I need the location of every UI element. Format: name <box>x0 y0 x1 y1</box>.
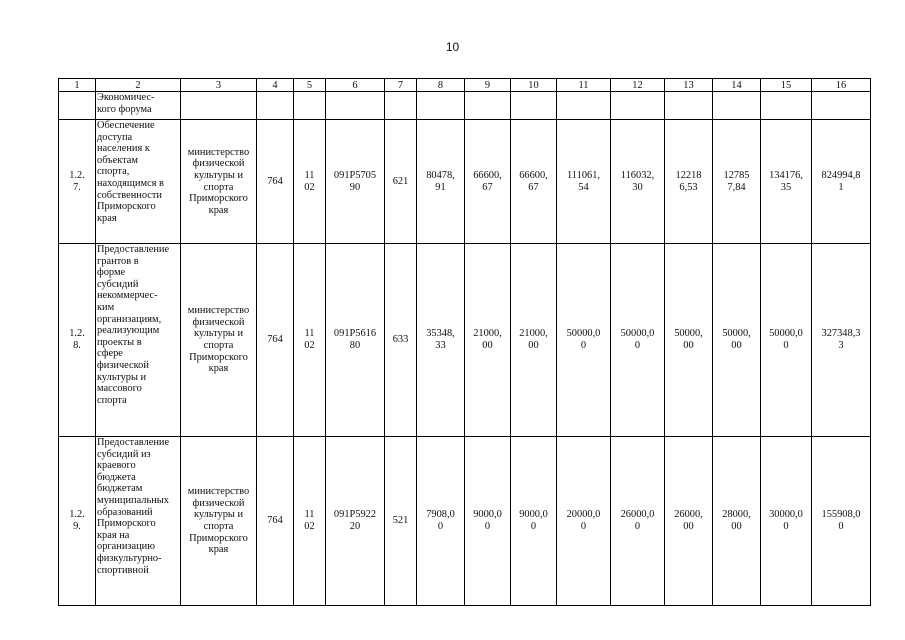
column-header: 15 <box>761 79 812 92</box>
table-row <box>59 92 871 120</box>
expense-type-cell <box>385 120 417 244</box>
cell-text-line: доступа <box>97 131 133 143</box>
amount-cell <box>465 437 511 606</box>
cell-text-line: края <box>208 363 229 375</box>
cell-text-line: 0 <box>580 521 587 532</box>
cell-text-line: Приморского <box>189 532 248 544</box>
cell-text-line: 26000, <box>674 509 703 521</box>
cell-text-line: 02 <box>304 521 315 532</box>
cell-text-line: культуры и <box>193 169 244 181</box>
cell-text-line: 35348, <box>426 328 455 340</box>
cell-text-line: грантов в <box>97 255 139 267</box>
cell-text-line: министерство <box>187 305 250 317</box>
cell-text-line: 0 <box>634 340 641 351</box>
cell-text-line: 80 <box>349 340 361 351</box>
description-cell <box>96 244 181 437</box>
cell-text-line: 8. <box>73 340 81 351</box>
section-code-cell <box>294 244 326 437</box>
cell-text-line: 091Р5705 <box>333 169 377 181</box>
cell-text-line: 50000,0 <box>769 328 803 340</box>
amount-cell <box>465 120 511 244</box>
item-number-cell <box>59 244 96 437</box>
cell-text-line: организациям, <box>97 313 162 325</box>
table-body <box>59 92 871 606</box>
cell-text-line: 02 <box>304 181 315 193</box>
cell-text-line: 67 <box>482 181 493 193</box>
cell-text-line: 7. <box>73 181 81 193</box>
expense-type-cell <box>385 437 417 606</box>
cell-text-line: форме <box>97 267 126 279</box>
cell-text-line: 80478, <box>426 169 455 181</box>
responsible-cell <box>181 244 257 437</box>
grbs-code-cell <box>257 437 294 606</box>
cell-text-line: 764 <box>267 175 283 187</box>
cell-text-line: 764 <box>267 515 283 527</box>
cell-text-line: спорта <box>203 181 234 193</box>
cell-text-line: министерство <box>187 486 250 498</box>
total-cell <box>812 244 871 437</box>
cell-text-line: организацию <box>97 541 155 553</box>
amount-cell <box>713 120 761 244</box>
description-cell <box>96 92 181 120</box>
cell-text-line: 11 <box>304 509 315 521</box>
column-header: 4 <box>257 79 294 92</box>
section-code-cell <box>294 92 326 120</box>
cell-text-line: края <box>97 212 117 224</box>
amount-cell <box>417 120 465 244</box>
cell-text-line: 1.2. <box>69 328 85 340</box>
cell-text-line: 0 <box>783 340 789 351</box>
cell-text-line: находящимся в <box>97 177 164 189</box>
cell-text-line: министерство <box>187 146 250 158</box>
cell-text-line: 11 <box>304 169 315 181</box>
cell-text-line: спорта <box>97 394 127 406</box>
amount-cell <box>557 92 611 120</box>
cell-text-line: Обеспечение <box>97 120 155 131</box>
cell-text-line: 116032, <box>620 169 655 181</box>
target-article-cell <box>326 120 385 244</box>
cell-text-line: образований <box>97 506 153 518</box>
cell-text-line: 00 <box>731 521 742 532</box>
cell-text-line: 111061, <box>567 169 600 181</box>
cell-text-line: края <box>208 544 229 556</box>
item-number-cell <box>59 92 96 120</box>
cell-text-line: 1.2. <box>69 509 85 521</box>
cell-text-line: физкультурно- <box>97 552 162 564</box>
cell-text-line: культуры и <box>97 371 147 383</box>
cell-text-line: спорта <box>203 340 234 351</box>
cell-text-line: физической <box>192 497 245 509</box>
amount-cell <box>511 92 557 120</box>
cell-text-line: спортивной <box>97 564 149 576</box>
cell-text-line: 633 <box>392 334 409 346</box>
cell-text-line: 0 <box>484 521 491 532</box>
amount-cell <box>713 92 761 120</box>
cell-text-line: 50000, <box>722 328 751 340</box>
cell-text-line: 50000,0 <box>620 328 655 340</box>
cell-text-line: 66600, <box>473 169 502 181</box>
cell-text-line: 1.2. <box>69 169 85 181</box>
cell-text-line: бюджетам <box>97 483 143 495</box>
column-header: 5 <box>294 79 326 92</box>
section-code-cell <box>294 437 326 606</box>
cell-text-line: 12785 <box>723 169 750 181</box>
column-header: 7 <box>385 79 417 92</box>
cell-text-line: 90 <box>349 181 361 193</box>
cell-text-line: субсидий из <box>97 448 151 460</box>
cell-text-line: реализующим <box>97 325 160 337</box>
amount-cell <box>665 437 713 606</box>
amount-cell <box>465 244 511 437</box>
cell-text-line: края на <box>97 529 130 541</box>
cell-text-line: 02 <box>304 340 315 351</box>
amount-cell <box>465 92 511 120</box>
cell-text-line: Предоставление <box>97 437 170 448</box>
responsible-cell <box>181 92 257 120</box>
responsible-cell <box>181 120 257 244</box>
section-code-cell <box>294 120 326 244</box>
cell-text-line: проекты в <box>97 336 142 348</box>
cell-text-line: 21000, <box>519 328 548 340</box>
cell-text-line: Экономичес- <box>97 92 155 103</box>
cell-text-line: 0 <box>437 521 444 532</box>
column-header: 11 <box>557 79 611 92</box>
cell-text-line: 26000,0 <box>620 509 655 521</box>
item-number-cell <box>59 437 96 606</box>
cell-text-line: 0 <box>783 521 789 532</box>
column-header: 8 <box>417 79 465 92</box>
grbs-code-cell <box>257 120 294 244</box>
amount-cell <box>713 244 761 437</box>
cell-text-line: 134176, <box>769 169 803 181</box>
target-article-cell <box>326 92 385 120</box>
column-header: 16 <box>812 79 871 92</box>
column-header: 12 <box>611 79 665 92</box>
cell-text-line: 20000,0 <box>566 509 601 521</box>
cell-text-line: культуры и <box>193 509 244 521</box>
column-header: 1 <box>59 79 96 92</box>
amount-cell <box>761 437 812 606</box>
table-row <box>59 437 871 606</box>
cell-text-line: 764 <box>267 334 283 346</box>
cell-text-line: 00 <box>528 340 539 351</box>
cell-text-line: бюджета <box>97 471 136 483</box>
column-header: 10 <box>511 79 557 92</box>
amount-cell <box>417 92 465 120</box>
cell-text-line: физической <box>97 359 149 371</box>
cell-text-line: 20 <box>349 521 361 532</box>
cell-text-line: муниципальных <box>97 494 169 506</box>
grbs-code-cell <box>257 244 294 437</box>
cell-text-line: 28000, <box>722 509 751 521</box>
column-header: 9 <box>465 79 511 92</box>
cell-text-line: 00 <box>683 521 694 532</box>
cell-text-line: 824994,8 <box>821 169 861 181</box>
amount-cell <box>557 244 611 437</box>
amount-cell <box>611 92 665 120</box>
amount-cell <box>665 92 713 120</box>
column-header: 2 <box>96 79 181 92</box>
cell-text-line: собственности <box>97 189 162 201</box>
cell-text-line: 00 <box>731 340 742 351</box>
cell-text-line: 6,53 <box>679 181 698 193</box>
cell-text-line: 0 <box>580 340 587 351</box>
cell-text-line: культуры и <box>193 328 244 340</box>
cell-text-line: спорта, <box>97 166 130 178</box>
expense-type-cell <box>385 92 417 120</box>
cell-text-line: 327348,3 <box>821 328 861 340</box>
cell-text-line: 66600, <box>519 169 548 181</box>
cell-text-line: сфере <box>97 348 123 360</box>
column-header: 14 <box>713 79 761 92</box>
cell-text-line: ким <box>97 301 115 313</box>
column-header: 13 <box>665 79 713 92</box>
cell-text-line: субсидий <box>97 278 139 290</box>
budget-table <box>58 78 871 606</box>
cell-text-line: 9000,0 <box>519 509 548 521</box>
cell-text-line: физической <box>192 158 245 170</box>
amount-cell <box>557 437 611 606</box>
cell-text-line: 12218 <box>675 169 702 181</box>
total-cell <box>812 120 871 244</box>
cell-text-line: 00 <box>683 340 694 351</box>
cell-text-line: краевого <box>97 460 136 472</box>
grbs-code-cell <box>257 92 294 120</box>
cell-text-line: 521 <box>392 515 409 527</box>
cell-text-line: 50000, <box>674 328 703 340</box>
cell-text-line: 54 <box>578 181 589 193</box>
cell-text-line: 091Р5922 <box>333 509 377 521</box>
cell-text-line: 50000,0 <box>566 328 601 340</box>
amount-cell <box>557 120 611 244</box>
description-cell <box>96 120 181 244</box>
cell-text-line: 67 <box>528 181 539 193</box>
cell-text-line: 11 <box>304 328 315 340</box>
cell-text-line: Приморского <box>189 193 248 205</box>
cell-text-line: массового <box>97 383 142 395</box>
cell-text-line: 3 <box>838 340 844 351</box>
cell-text-line: 91 <box>435 181 446 193</box>
cell-text-line: 0 <box>530 521 537 532</box>
cell-text-line: 21000, <box>473 328 502 340</box>
table-row <box>59 120 871 244</box>
cell-text-line: 30000,0 <box>769 509 803 521</box>
total-cell <box>812 92 871 120</box>
cell-text-line: Предоставление <box>97 244 170 255</box>
cell-text-line: 7,84 <box>727 181 746 193</box>
cell-text-line: 091Р5616 <box>333 328 377 340</box>
amount-cell <box>417 244 465 437</box>
cell-text-line: населения к <box>97 143 150 155</box>
cell-text-line: 7908,0 <box>426 509 455 521</box>
total-cell <box>812 437 871 606</box>
cell-text-line: Приморского <box>97 201 156 213</box>
cell-text-line: кого форума <box>97 103 152 115</box>
cell-text-line: 1 <box>838 181 844 193</box>
target-article-cell <box>326 244 385 437</box>
cell-text-line: 00 <box>482 340 493 351</box>
cell-text-line: Приморского <box>189 351 248 363</box>
amount-cell <box>511 120 557 244</box>
cell-text-line: 35 <box>780 181 792 193</box>
amount-cell <box>761 120 812 244</box>
item-number-cell <box>59 120 96 244</box>
page-number: 10 <box>445 40 460 54</box>
amount-cell <box>611 437 665 606</box>
cell-text-line: 155908,0 <box>821 509 861 521</box>
amount-cell <box>511 244 557 437</box>
amount-cell <box>761 244 812 437</box>
amount-cell <box>511 437 557 606</box>
description-cell <box>96 437 181 606</box>
cell-text-line: 9000,0 <box>473 509 502 521</box>
cell-text-line: края <box>208 204 229 216</box>
cell-text-line: 0 <box>838 521 844 532</box>
target-article-cell <box>326 437 385 606</box>
cell-text-line: физической <box>192 316 245 328</box>
header-row <box>59 79 871 92</box>
cell-text-line: 30 <box>632 181 643 193</box>
responsible-cell <box>181 437 257 606</box>
cell-text-line: 621 <box>392 175 409 187</box>
cell-text-line: Приморского <box>97 518 156 530</box>
expense-type-cell <box>385 244 417 437</box>
amount-cell <box>761 92 812 120</box>
amount-cell <box>417 437 465 606</box>
column-header: 6 <box>326 79 385 92</box>
column-header: 3 <box>181 79 257 92</box>
cell-text-line: 0 <box>634 521 641 532</box>
amount-cell <box>665 120 713 244</box>
cell-text-line: объектам <box>97 154 138 166</box>
cell-text-line: 33 <box>435 340 446 351</box>
amount-cell <box>611 244 665 437</box>
cell-text-line: спорта <box>203 521 234 532</box>
amount-cell <box>611 120 665 244</box>
amount-cell <box>665 244 713 437</box>
cell-text-line: 9. <box>73 521 81 532</box>
amount-cell <box>713 437 761 606</box>
table-row <box>59 244 871 437</box>
cell-text-line: некоммерчес- <box>97 290 158 302</box>
